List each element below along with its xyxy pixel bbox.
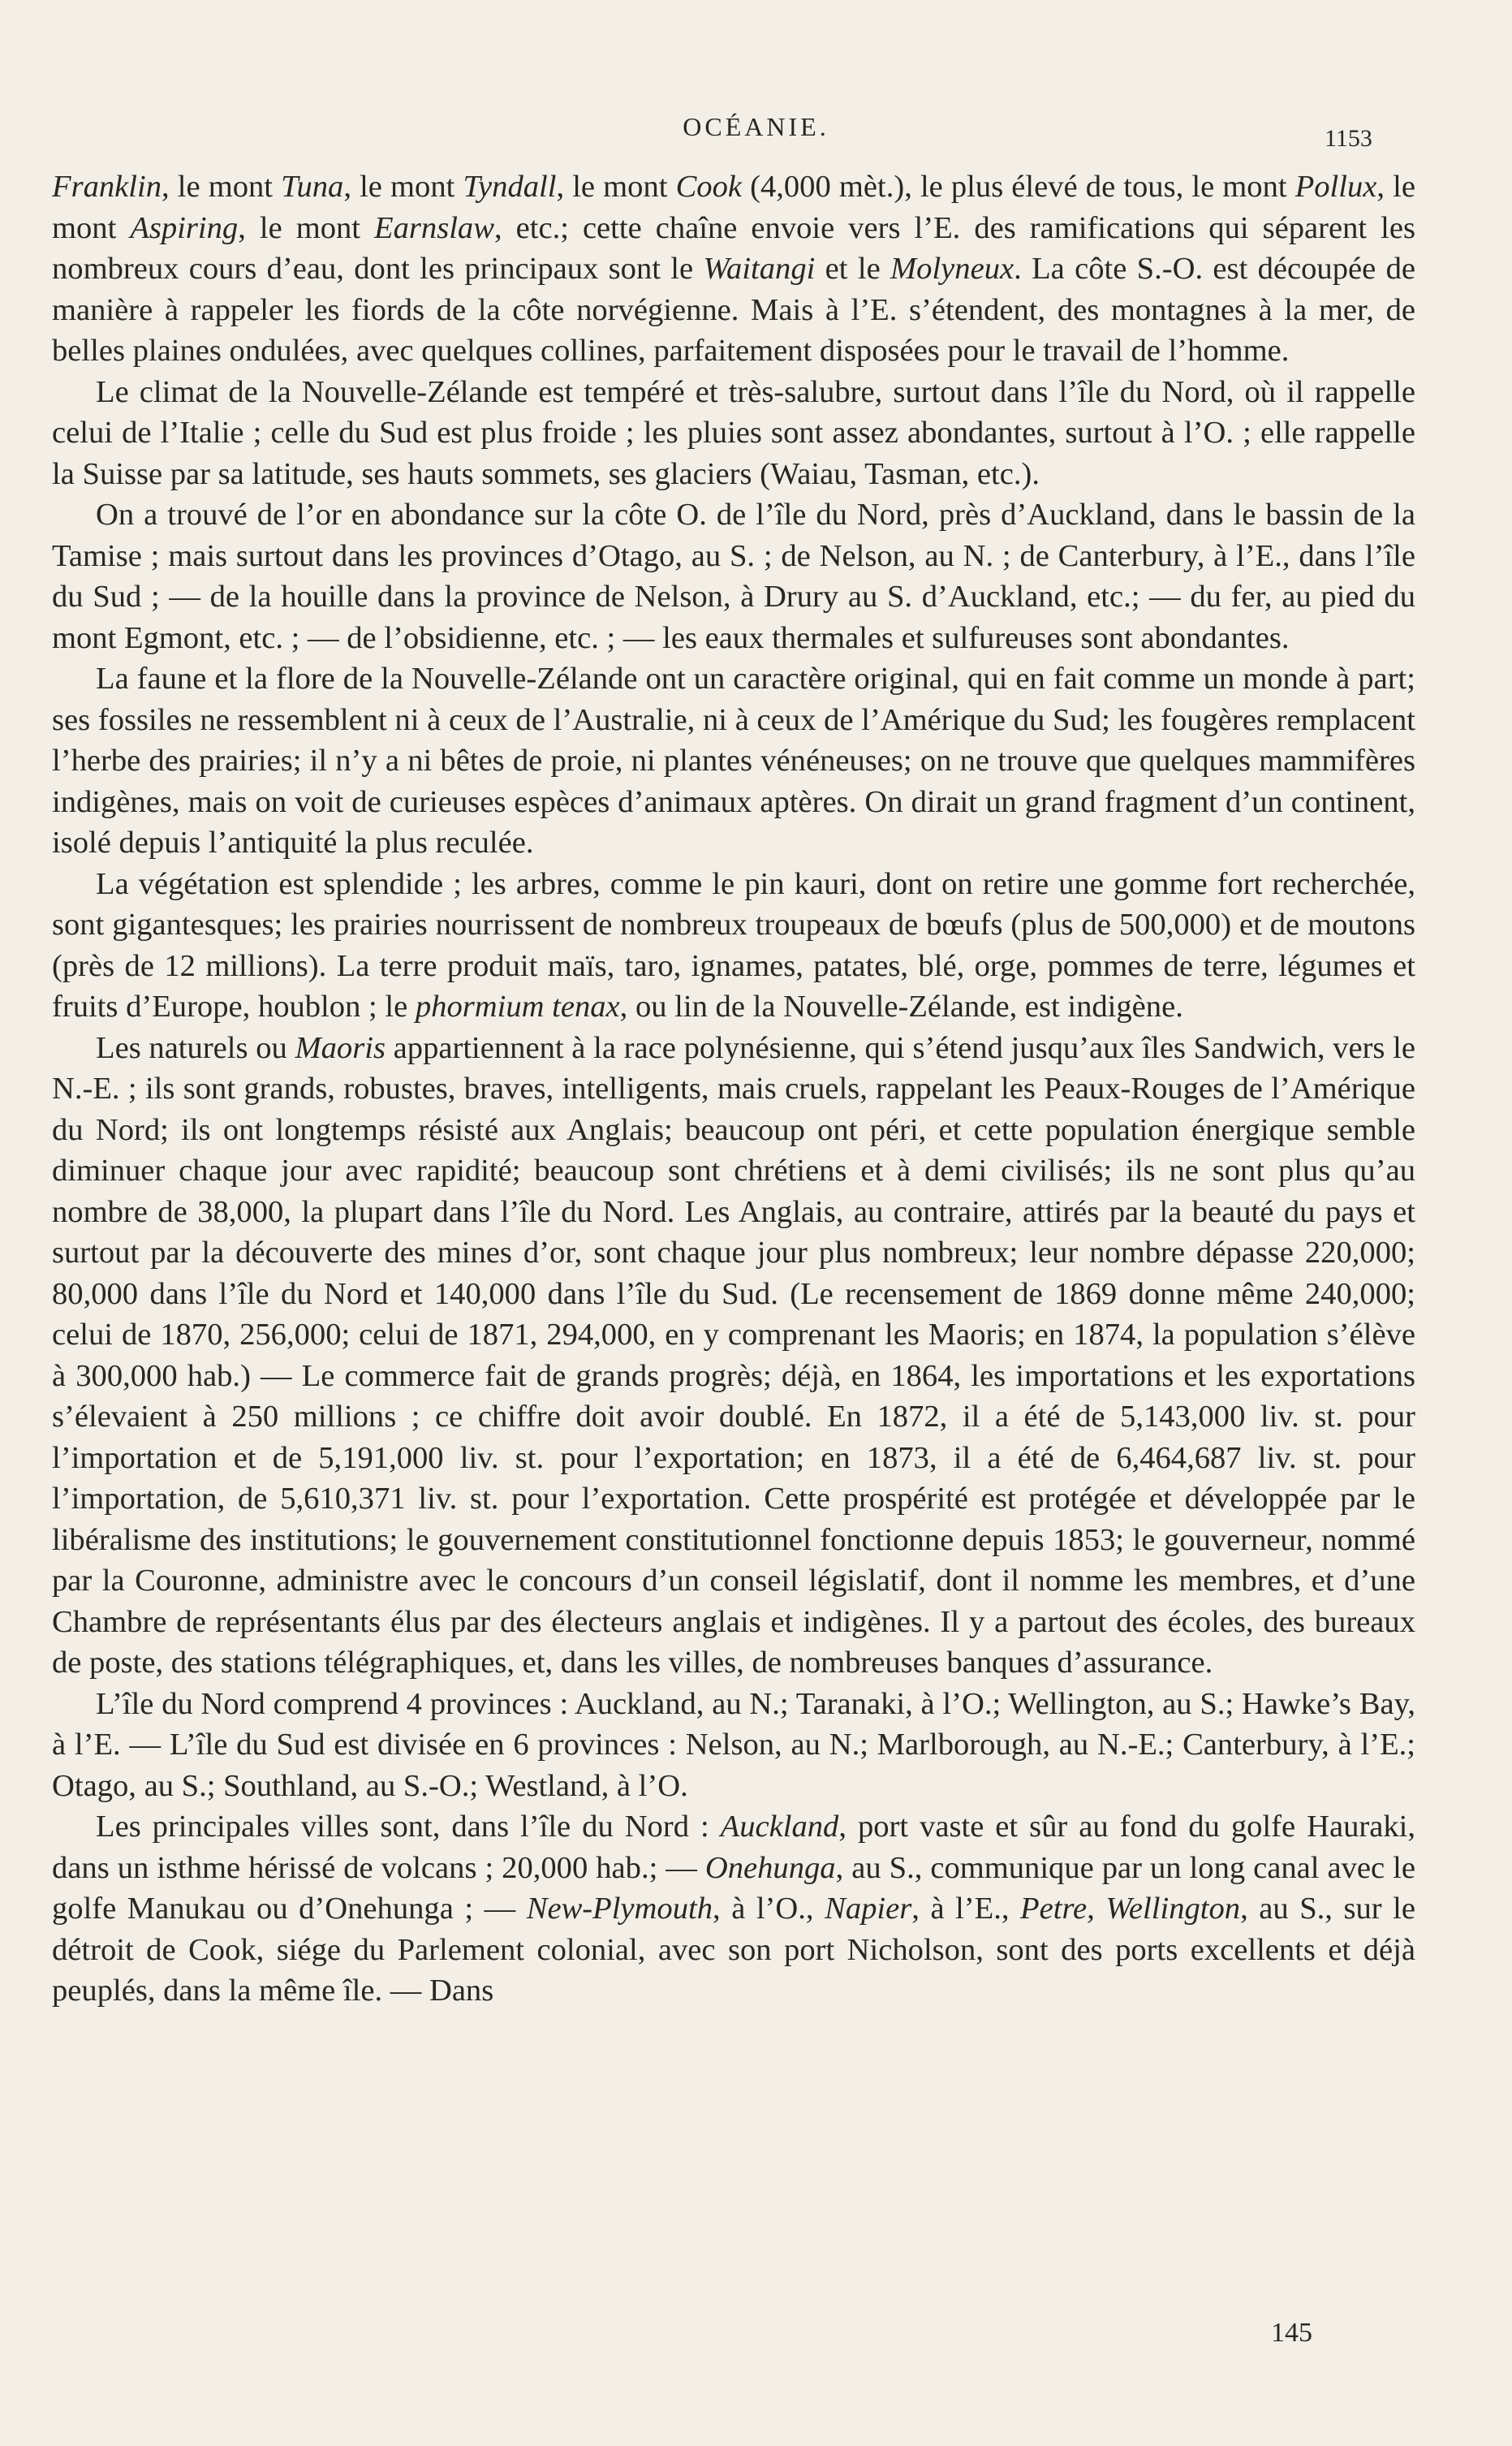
italic-term: Franklin — [52, 170, 162, 204]
signature-folio: 145 — [1271, 2318, 1312, 2348]
text-run: , au S., communique par un long canal avec le golfe Manukau ou d’Onehunga ; — — [52, 1850, 1415, 1926]
italic-term: Earnslaw — [374, 210, 494, 245]
text-run: , le mont — [556, 170, 676, 204]
paragraph — [52, 1028, 1415, 1684]
italic-term: Petre, Wellington — [1020, 1892, 1241, 1926]
paragraph — [52, 658, 1415, 864]
text-run: Les naturels ou — [96, 1030, 295, 1065]
text-run: (4,000 mèt.), le plus élevé de tous, le mont — [742, 170, 1295, 204]
text-run: et le — [815, 252, 891, 286]
paragraph — [52, 864, 1415, 1028]
text-run: L’île du Nord comprend 4 provinces : Auckland, au N.; Taranaki, à l’O.; Wellington, au S.; Hawke’s Bay, à l’E. — L’île du Sud est divisée en 6 provinces : Nelson, au N.; Marlborough, au N.-E.; Canterbury, à l’E.; Otago, au S.; Southland, au S.-O.; Westland, à l’O. — [52, 1686, 1415, 1803]
text-run: , le mont — [162, 170, 282, 204]
italic-term: Maoris — [295, 1030, 386, 1065]
text-run: . La côte S.-O. est découpée de manière à rappeler les fiords de la côte norvégienne. Mais à l’E. s’étendent, des montagnes à la mer, de belles plaines ondulées, avec quelques collines, parfaitement disposées pour le travail de l’homme. — [52, 252, 1415, 368]
italic-term: Pollux — [1294, 170, 1377, 204]
text-run: , le mont — [238, 210, 375, 245]
text-run: On a trouvé de l’or en abondance sur la côte O. de l’île du Nord, près d’Auckland, dans le bassin de la Tamise ; mais surtout dans les provinces d’Otago, au S. ; de Nelson, au N. ; de Canterbury, à l’E., dans l’île du Sud ; — de la houille dans la province de Nelson, à Drury au S. d’Auckland, etc.; — du fer, au pied du mont Egmont, etc. ; — de l’obsidienne, etc. ; — les eaux thermales et sulfureuses sont abondantes. — [52, 498, 1415, 655]
italic-term: Tyndall — [463, 170, 557, 204]
text-run: , le mont — [52, 170, 1415, 245]
italic-term: Auckland — [720, 1810, 839, 1844]
text-run: , à l’E., — [911, 1892, 1021, 1926]
paragraph — [52, 372, 1415, 495]
italic-term: Waitangi — [703, 252, 816, 286]
paragraph — [52, 1684, 1415, 1807]
paragraph — [52, 494, 1415, 658]
text-run: Les principales villes sont, dans l’île du Nord : — [96, 1810, 721, 1844]
body-text — [52, 166, 1415, 2012]
text-run: La faune et la flore de la Nouvelle-Zélande ont un caractère original, qui en fait comme un monde à part; ses fossiles ne ressemblent ni à ceux de l’Australie, ni à ceux de l’Amérique du Sud; les fougères remplacent l’herbe des prairies; il n’y a ni bêtes de proie, ni plantes vénéneuses; on ne trouve que quelques mammifères indigènes, mais on voit de curieuses espèces d’animaux aptères. On dirait un grand fragment d’un continent, isolé depuis l’antiquité la plus reculée. — [52, 662, 1415, 860]
text-run: Le climat de la Nouvelle-Zélande est tempéré et très-salubre, surtout dans l’île du Nord, où il rappelle celui de l’Italie ; celle du Sud est plus froide ; les pluies sont assez abondantes, surtout à l’O. ; elle rappelle la Suisse par sa latitude, ses hauts sommets, ses glaciers (Waiau, Tasman, etc.). — [52, 374, 1415, 491]
text-run: , à l’O., — [713, 1892, 825, 1926]
italic-term: Tuna — [281, 170, 344, 204]
italic-term: Molyneux — [890, 252, 1014, 286]
italic-term: Aspiring — [130, 210, 239, 245]
page-number: 1153 — [1325, 125, 1372, 152]
text-run: , le mont — [343, 170, 463, 204]
text-run: , ou lin de la Nouvelle-Zélande, est indigène. — [619, 990, 1183, 1024]
paragraph — [52, 166, 1415, 372]
italic-term: New-Plymouth — [526, 1892, 713, 1926]
text-run: , port vaste et sûr au fond du golfe Hauraki, dans un isthme hérissé de volcans ; 20,000 hab.; — — [52, 1810, 1415, 1885]
paragraph — [52, 1806, 1415, 2012]
italic-term: phormium tenax — [415, 990, 620, 1024]
text-run: , etc.; cette chaîne envoie vers l’E. des ramifications qui séparent les nombreux cours d’eau, dont les principaux sont le — [52, 210, 1415, 286]
running-header: OCÉANIE. — [683, 112, 829, 141]
text-run: appartiennent à la race polynésienne, qui s’étend jusqu’aux îles Sandwich, vers le N.-E. ; ils sont grands, robustes, braves, intelligents, mais cruels, rappelant les Peaux-Rouges de l’Amérique du Nord; ils ont longtemps résisté aux Anglais; beaucoup ont péri, et cette population énergique semble diminuer chaque jour avec rapidité; beaucoup sont chrétiens et à demi civilisés; ils ne sont plus qu’au nombre de 38,000, la plupart dans l’île du Nord. Les Anglais, au contraire, attirés par la beauté du pays et surtout par la découverte des mines d’or, sont chaque jour plus nombreux; leur nombre dépasse 220,000; 80,000 dans l’île du Nord et 140,000 dans l’île du Sud. (Le recensement de 1869 donne même 240,000; celui de 1870, 256,000; celui de 1871, 294,000, en y comprenant les Maoris; en 1874, la population s’élève à 300,000 hab.) — Le commerce fait de grands progrès; déjà, en 1864, les importations et les exportations s’élevaient à 250 millions ; ce chiffre doit avoir doublé. En 1872, il a été de 5,143,000 liv. st. pour l’importation et de 5,191,000 liv. st. pour l’exportation; en 1873, il a été de 6,464,687 liv. st. pour l’importation, de 5,610,371 liv. st. pour l’exportation. Cette prospérité est protégée et développée par le libéralisme des institutions; le gouvernement constitutionnel fonctionne depuis 1853; le gouverneur, nommé par la Couronne, administre avec le concours d’un conseil législatif, dont il nomme les membres, et d’une Chambre de représentants élus par des électeurs anglais et indigènes. Il y a partout des écoles, des bureaux de poste, des stations télégraphiques, et, dans les villes, de nombreuses banques d’assurance. — [52, 1030, 1415, 1680]
text-run: , au S., sur le détroit de Cook, siége du Parlement colonial, avec son port Nicholson, sont des ports excellents et déjà peuplés, dans la même île. — Dans — [52, 1892, 1415, 2008]
italic-term: Napier — [825, 1892, 912, 1926]
italic-term: Onehunga — [704, 1850, 836, 1885]
italic-term: Cook — [675, 170, 743, 204]
text-run: La végétation est splendide ; les arbres, comme le pin kauri, dont on retire une gomme fort recherchée, sont gigantesques; les prairies nourrissent de nombreux troupeaux de bœufs (plus de 500,000) et de moutons (près de 12 millions). La terre produit maïs, taro, ignames, patates, blé, orge, pommes de terre, légumes et fruits d’Europe, houblon ; le — [52, 866, 1415, 1024]
